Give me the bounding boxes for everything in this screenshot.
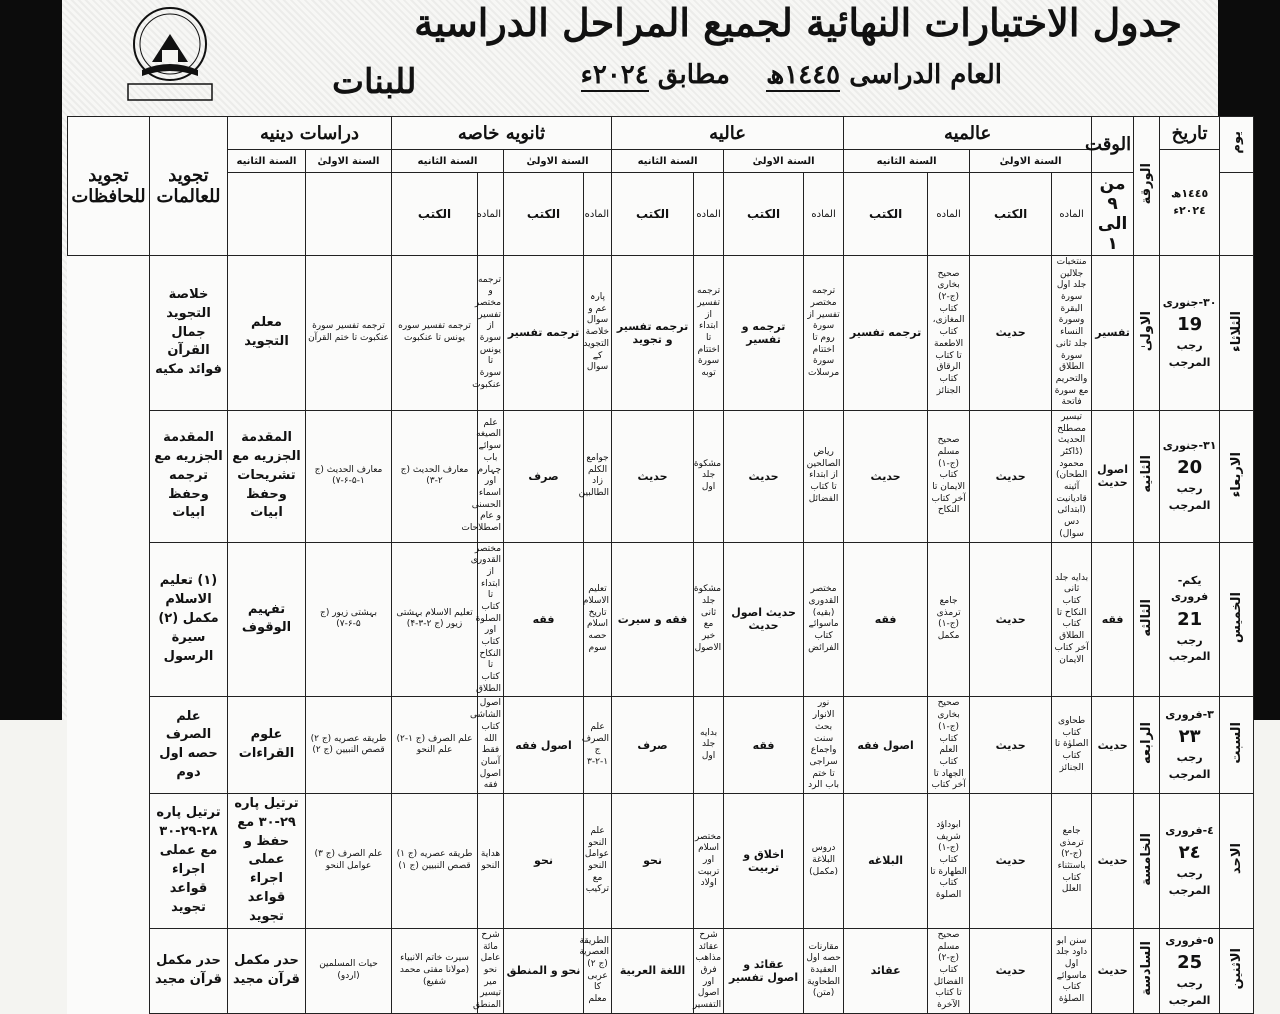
aaliya-y1-books: نور الانوار بحث سنت واجماع سراجی تا ختم باب الرد [804,697,844,794]
aaliya-y1-books: مقارنات حصه اول العقیدة الطحاویة (متن) [804,928,844,1013]
tajweed-hafizat-cell: المقدمة الجزریه مع ترجمه وحفظ ابیات [150,410,228,542]
day-cell [1220,697,1254,794]
paper-cell [1134,542,1160,697]
paper-cell-text: الثانیه [1139,455,1155,494]
books-head: الکتب [844,173,928,256]
subject-head: الماده [584,173,612,256]
subject-head: الماده [694,173,724,256]
date-line: رجب المرجب [1168,633,1211,664]
aalimiya-year2: السنة الثانیه [844,150,970,173]
aaliya-y2-subject: اخلاق و تربیت [724,793,804,928]
aaliya-y2-books: شرح عقائد مذاهب فرق اور اصول التفسیر [694,928,724,1013]
paper-cell [1134,410,1160,542]
aalimiya-y1-books: بدایه جلد ثانی کتاب النکاح تا کتاب الطلاق آخر کتاب الایمان [1052,542,1092,697]
tajweed-aalimat-cell: ترتیل پاره ٢٩-٣٠ مع حفظ و عملی اجراء قواعد تجوید [228,793,306,928]
date-cell [1160,256,1220,411]
aalimiya-y2-subject: حدیث [970,928,1052,1013]
aaliya-year2: السنة الثانیه [612,150,724,173]
aaliya-y2-subject: حدیث [724,410,804,542]
day-cell [1220,256,1254,411]
aaliya-y2-books: مشکوة جلد ثانی مع خیر الاصول [694,542,724,697]
day-cell-text: الاربعاء [1229,451,1245,497]
tajweed-hafizat-cell: ترتیل پاره ٢٨-٢٩-٣٠ مع عملی اجراء قواعد تجوید [150,793,228,928]
sanawiya-y2-subject: فقه [504,542,584,697]
aaliya-y2-subject: فقه [724,697,804,794]
sanawiya-y1-books: تعلیم الاسلام تاریخ اسلام حصه سوم [584,542,612,697]
books-head: الکتب [724,173,804,256]
tajweed-aalimat-header: تجوید للعالمات [150,117,228,256]
dirasat-year1: السنة الاولیٰ [306,150,392,173]
sanawiya-y2-subject: ترجمه تفسیر [504,256,584,411]
day-cell-text: الاحد [1229,843,1245,875]
date-line: 19 [1177,314,1203,336]
audience-label: للبنات [332,62,417,102]
aaliya-y1-subject: البلاغه [844,793,928,928]
aalimiya-y1-books: جامع ترمذی (ج-۲) باستثناء کتاب العلل [1052,793,1092,928]
sanawiya-y1-books: علم الصرف ج ۱-۲-۳ [584,697,612,794]
aaliya-y1-subject: عقائد [844,928,928,1013]
date-year-header: ١٤٤٥ھ ٢٠٢٤ء [1160,150,1220,256]
aalimiya-y1-subject: حدیث [1092,793,1134,928]
aalimiya-y2-subject: حدیث [970,793,1052,928]
aaliya-y1-books: ریاض الصالحین از ابتداء تا کتاب الفضائل [804,410,844,542]
aalimiya-y1-subject: حدیث [1092,928,1134,1013]
dirasat-y1-books: طریقه عصریه (ج ۱) قصص النبیین (ج ۱) [392,793,478,928]
sanawiya-y2-books: شرح مائة عامل نحو میر تیسیر المنطق [478,928,504,1013]
dirasat-year2: السنة الثانیه [228,150,306,173]
aaliya-y2-books: مختصر اسلام اور تربیت اولاد [694,793,724,928]
header [62,0,1218,116]
date-cell [1160,697,1220,794]
aalimiya-y2-subject: حدیث [970,697,1052,794]
date-line: ٢٣ [1178,726,1201,748]
aaliya-y2-books: ترجمه تفسیر از ابتداء تا اختتام سورة توبه [694,256,724,411]
sanawiya-y2-subject: نحو [504,793,584,928]
schedule-table [67,116,1254,1014]
date-line: ٣١-جنوری [1162,438,1217,452]
dirasat-y1-books: ترجمه تفسیر سوره یونس تا عنکبوت [392,256,478,411]
gregorian-year: ٢٠٢٤ء [580,60,649,90]
date-line: ٤-فروری [1165,823,1214,837]
aalimiya-header: عالمیه [844,117,1092,150]
aalimiya-y2-books: جامع ترمذی (ج-۱) مکمل [928,542,970,697]
sanawiya-y2-subject: اصول فقه [504,697,584,794]
dirasat-y1-books: سیرت خاتم الانبیاء (مولانا مفتی محمد شفیع) [392,928,478,1013]
table-row [68,542,1254,697]
date-line: 21 [1177,608,1203,630]
paper-cell [1134,928,1160,1013]
day-header-blank [1220,173,1254,256]
day-cell-text: السبت [1229,722,1245,764]
day-header: یوم [1220,117,1254,173]
sanawiya-y2-books: مختصر القدوری از ابتداء تا کتاب الصلوة اور کتاب النکاح تا کتاب الطلاق [478,542,504,697]
tajweed-aalimat-cell: تفہیم الوقوف [228,542,306,697]
subject-head: الماده [804,173,844,256]
date-cell [1160,542,1220,697]
date-line: یکم-فروری [1170,573,1209,604]
aalimiya-y1-subject: تفسیر [1092,256,1134,411]
dirasat-y2-books: علم الصرف (ج ۳) عوامل النحو [306,793,392,928]
sanawiya-y1-books: جوامع الکلم زاد الطالبین [584,410,612,542]
dirasat-header: دراسات دینیه [228,117,392,150]
paper-cell [1134,697,1160,794]
table-row [68,793,1254,928]
tajweed-hafizat-cell: خلاصة التجوید جمال القرآن فوائد مکیه [150,256,228,411]
day-cell [1220,928,1254,1013]
dirasat-y2-books: معارف الحدیث (ج ۱-۵-۶-۷) [306,410,392,542]
aaliya-y1-subject: ترجمه تفسیر [844,256,928,411]
tajweed-hafizat-header: تجوید للحافظات [68,117,150,256]
aalimiya-y2-subject: حدیث [970,410,1052,542]
date-line: ٢٤ [1178,842,1201,864]
sanawiya-y2-books: علم الصیغه سوائے باب چہارم اور اسماء الحسنی و عام اصطلاحات [478,410,504,542]
table-row [68,928,1254,1013]
aalimiya-y2-books: صحیح بخاری (ج-۲) کتاب المغازی، کتاب الاطعمة تا کتاب الرقاق کتاب الجنائز [928,256,970,411]
day-cell [1220,542,1254,697]
aaliya-year1: السنة الاولیٰ [724,150,844,173]
tajweed-aalimat-cell: علوم القراءات [228,697,306,794]
table-row [68,410,1254,542]
sanawiya-y1-subject: حدیث [612,410,694,542]
sanawiya-y1-subject: نحو [612,793,694,928]
aalimiya-y2-subject: حدیث [970,256,1052,411]
date-line: ٥-فروری [1165,933,1214,947]
sanawiya-y1-books: علم النحو عوامل النحو مع ترکیب [584,793,612,928]
dirasat-y2-books: ترجمه تفسیر سورة عنکبوت تا ختم القرآن [306,256,392,411]
paper-cell [1134,256,1160,411]
aalimiya-y1-subject: حدیث [1092,697,1134,794]
aalimiya-y2-books: صحیح مسلم (ج-۱) کتاب الایمان تا آخر کتاب النکاح [928,410,970,542]
aaliya-y1-subject: فقه [844,542,928,697]
date-line: 25 [1177,952,1203,973]
paper-cell-text: الرابعه [1139,722,1155,765]
date-line: رجب المرجب [1168,339,1211,369]
sanawiya-y2-books: هدایة النحو [478,793,504,928]
aaliya-y1-books: دروس البلاغة (مکمل) [804,793,844,928]
sanawiya-y2-books: ترجمه و مختصر تفسیر از سورة یونس تا سورة عنکبوت [478,256,504,411]
dirasat-books-head-1 [306,173,392,256]
date-cell [1160,793,1220,928]
page-title: جدول الاختبارات النهائية لجميع المراحل الدراسية [414,0,1182,45]
day-cell-text: الخمیس [1229,591,1245,644]
aalimiya-y1-books: تیسیر مصطلح الحدیث (ڈاکٹر محمود الطحان) آئینه قادیانیت (ابتدائی دس سوال) [1052,410,1092,542]
paper-cell-text: الاولیٰ [1139,310,1155,352]
aalimiya-y1-subject: اصول حدیث [1092,410,1134,542]
tajweed-aalimat-cell: حدر مکمل قرآن مجید [228,928,306,1013]
aaliya-y2-books: بدایه جلد اول [694,697,724,794]
dirasat-y2-books: بہشتی زیور (ج ۵-۶-۷) [306,542,392,697]
sanawiya-y2-subject: صرف [504,410,584,542]
tajweed-hafizat-cell: حدر مکمل قرآن مجید [150,928,228,1013]
dirasat-y2-books: طریقه عصریه (ج ۲) قصص النبیین (ج ۲) [306,697,392,794]
time-header: الوقت [1092,117,1134,173]
day-cell [1220,410,1254,542]
sanawiya-y1-books: پارہ عم و سوال خلاصة التجوید کے سوال [584,256,612,411]
subject-head: الماده [1052,173,1092,256]
aalimiya-y1-books: طحاوی کتاب الصلوٰة تا کتاب الجنائز [1052,697,1092,794]
day-cell [1220,793,1254,928]
table-row [68,697,1254,794]
aalimiya-y2-books: ابوداؤد شریف (ج-۱) کتاب الطهارة تا کتاب الصلوة [928,793,970,928]
hijri-year: ١٤٤٥ھ [766,60,841,90]
sanawiya-y2-books: اصول الشاشی کتاب الله فقط آسان اصول فقه [478,697,504,794]
year-label: العام الدراسى [849,60,1002,90]
dirasat-y1-books: معارف الحدیث (ج ۲-۳) [392,410,478,542]
dirasat-y1-books: علم الصرف (ج ۱-۲) علم النحو [392,697,478,794]
sanawiya-y1-books: الطریقة العصریة (ج ۲) عربی کا معلم [584,928,612,1013]
sanawiya-year1: السنة الاولیٰ [504,150,612,173]
exam-schedule-page [62,0,1245,1010]
time-value: من ٩ الی ١ [1092,173,1134,256]
aaliya-y1-books: مختصر القدوری (بقیه) ماسوائے کتاب الفرائض [804,542,844,697]
sanawiya-y1-subject: ترجمه تفسیر و تجوید [612,256,694,411]
dirasat-books-head-2 [228,173,306,256]
aaliya-y1-books: ترجمه مختصر تفسیر از سورة روم تا اختتام سورة مرسلات [804,256,844,411]
aaliya-y1-subject: حدیث [844,410,928,542]
aalimiya-y1-books: منتخبات جلالین جلد اول سورة البقرة وسورة النساء جلد ثانی سورة الطلاق والتحریم مع سورة فاتحة [1052,256,1092,411]
sanawiya-year2: السنة الثانیه [392,150,504,173]
books-head: الکتب [504,173,584,256]
aalimiya-y1-subject: فقه [1092,542,1134,697]
date-line: ٣-فروری [1165,707,1214,721]
academic-year [581,60,1002,90]
date-header: تاریخ [1160,117,1220,150]
sanawiya-header: ثانویه خاصه [392,117,612,150]
paper-cell-text: الثالثه [1139,598,1155,637]
date-cell [1160,928,1220,1013]
dirasat-y2-books: حیات المسلمین (اردو) [306,928,392,1013]
date-line: ٣٠-جنوری [1162,295,1217,309]
aalimiya-year1: السنة الاولیٰ [970,150,1092,173]
tajweed-aalimat-cell: معلم التجوید [228,256,306,411]
aaliya-y2-books: مشکوة جلد اول [694,410,724,542]
aalimiya-y2-books: صحیح مسلم (ج-۲) کتاب الفضائل تا کتاب الآخرة [928,928,970,1013]
date-cell [1160,410,1220,542]
tajweed-aalimat-cell: المقدمة الجزریه مع تشریحات وحفظ ابیات [228,410,306,542]
aaliya-y2-subject: عقائد و اصول تفسیر [724,928,804,1013]
wifaq-logo-icon [122,4,218,104]
sanawiya-y1-subject: صرف [612,697,694,794]
paper-cell-text: السادسة [1139,941,1155,997]
books-head: الکتب [392,173,478,256]
books-head: الکتب [970,173,1052,256]
left-letterbox [0,0,62,720]
subject-head: الماده [928,173,970,256]
date-line: 20 [1177,457,1203,479]
subject-head: الماده [478,173,504,256]
dirasat-y1-books: تعلیم الاسلام بہشتی زیور (ج ۲-۳-۴) [392,542,478,697]
books-head: الکتب [612,173,694,256]
day-cell-text: الثلاثاء [1229,310,1245,352]
aalimiya-y2-subject: حدیث [970,542,1052,697]
paper-cell [1134,793,1160,928]
aaliya-header: عالیه [612,117,844,150]
date-line: رجب المرجب [1168,751,1211,781]
tajweed-hafizat-cell: (١) تعلیم الاسلام مکمل (٢) سیرة الرسول [150,542,228,697]
sanawiya-y2-subject: نحو و المنطق [504,928,584,1013]
aalimiya-y2-books: صحیح بخاری (ج-۱) کتاب العلم کتاب الجهاد تا آخر کتاب [928,697,970,794]
aaliya-y2-subject: حدیث اصول حدیث [724,542,804,697]
paper-cell-text: الخامسة [1139,832,1155,886]
date-line: رجب المرجب [1168,867,1211,897]
sanawiya-y1-subject: اللغة العربیة [612,928,694,1013]
matabiq-label: مطابق [657,60,730,90]
sanawiya-y1-subject: فقه و سیرت [612,542,694,697]
tajweed-hafizat-cell: علم الصرف حصه اول دوم [150,697,228,794]
day-cell-text: الاثنین [1229,948,1245,990]
date-line: رجب المرجب [1168,977,1211,1007]
aaliya-y1-subject: اصول فقه [844,697,928,794]
aaliya-y2-subject: ترجمه و تفسیر [724,256,804,411]
aalimiya-y1-books: سنن ابو داود جلد اول ماسوائے کتاب الصلوٰة [1052,928,1092,1013]
date-line: رجب المرجب [1168,482,1211,512]
table-row [68,256,1254,411]
paper-header: الورقة [1134,117,1160,256]
